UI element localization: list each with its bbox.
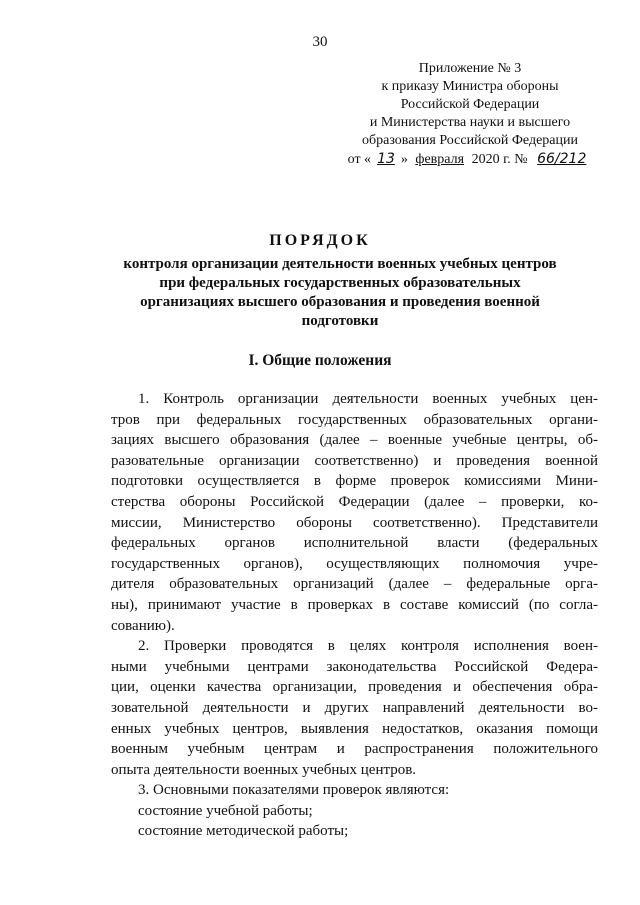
date-month: февраля: [415, 152, 465, 167]
paragraph-line: зациях высшего образования (далее – военные учебные центры, об-: [111, 432, 598, 449]
paragraph-line: подготовки осуществляется в форме проверок комиссиями Мини-: [111, 473, 598, 490]
document-subtitle: [80, 255, 600, 331]
paragraph-line: енных учебных центров, выявления недостатков, оказания помощи: [111, 720, 598, 737]
paragraph-line: 2. Проверки проводятся в целях контроля исполнения воен-: [138, 638, 598, 655]
paragraph-line: 1. Контроль организации деятельности военных учебных цен-: [138, 391, 598, 407]
list-item: состояние методической работы;: [138, 823, 349, 840]
paragraph-line: опыта деятельности военных учебных центров.: [111, 761, 417, 778]
document-title: ПОРЯДОК: [269, 232, 371, 249]
paragraph-line: федеральных органов исполнительной власти (федеральных: [111, 535, 598, 552]
paragraph-line: государственных органов), осуществляющих полномочия учре-: [111, 555, 598, 572]
annex-line: Приложение № 3: [418, 61, 522, 76]
paragraph-line: тров при федеральных государственных образовательных органи-: [111, 411, 598, 428]
date-prefix: от «: [347, 152, 372, 167]
annex-line: и Министерства науки и высшего: [369, 115, 571, 130]
subtitle-line: при федеральных государственных образовательных: [159, 275, 521, 291]
annex-line: Российской Федерации: [400, 97, 540, 112]
paragraph-line: разовательные организации соответственно) и проведения военной: [111, 452, 598, 469]
paragraph-line: ными учебными центрами законодательства Российской Федера-: [111, 658, 598, 675]
paragraph-line: сованию).: [111, 617, 175, 634]
date-year: 2020 г. №: [471, 152, 528, 167]
subtitle-line: контроля организации деятельности военных учебных центров: [123, 256, 557, 272]
order-date-line: [340, 150, 600, 169]
subtitle-line: организациях высшего образования и проведения военной: [140, 294, 540, 310]
paragraph-line: стерства обороны Российской Федерации (далее – проверки, ко-: [111, 493, 598, 510]
paragraph-line: ны), принимают участие в проверках в составе комиссий (по согла-: [111, 596, 598, 613]
body-text: [111, 389, 598, 842]
paragraph-line: военным учебным центрам и распространения положительного: [111, 741, 598, 758]
handwritten-order-number: 66/212: [537, 151, 587, 167]
paragraph-line: ции, оценки качества организации, проведения и обеспечения обра-: [111, 679, 598, 696]
annex-header: [340, 60, 600, 169]
paragraph-line: 3. Основными показателями проверок являются:: [138, 782, 450, 799]
section-heading: I. Общие положения: [248, 352, 392, 369]
annex-line: образования Российской Федерации: [362, 133, 578, 148]
handwritten-day: 13: [377, 151, 395, 167]
paragraph-line: зовательной деятельности и других направлений деятельности во-: [111, 699, 598, 716]
list-item: состояние учебной работы;: [138, 802, 313, 819]
date-mid: »: [400, 152, 408, 167]
paragraph-line: миссии, Министерство обороны соответственно). Представители: [111, 514, 598, 531]
annex-line: к приказу Министра обороны: [381, 79, 559, 94]
paragraph-line: дителя образовательных организаций (далее – федеральные орга-: [111, 576, 598, 593]
subtitle-line: подготовки: [301, 313, 379, 329]
page-number: 30: [312, 34, 328, 50]
